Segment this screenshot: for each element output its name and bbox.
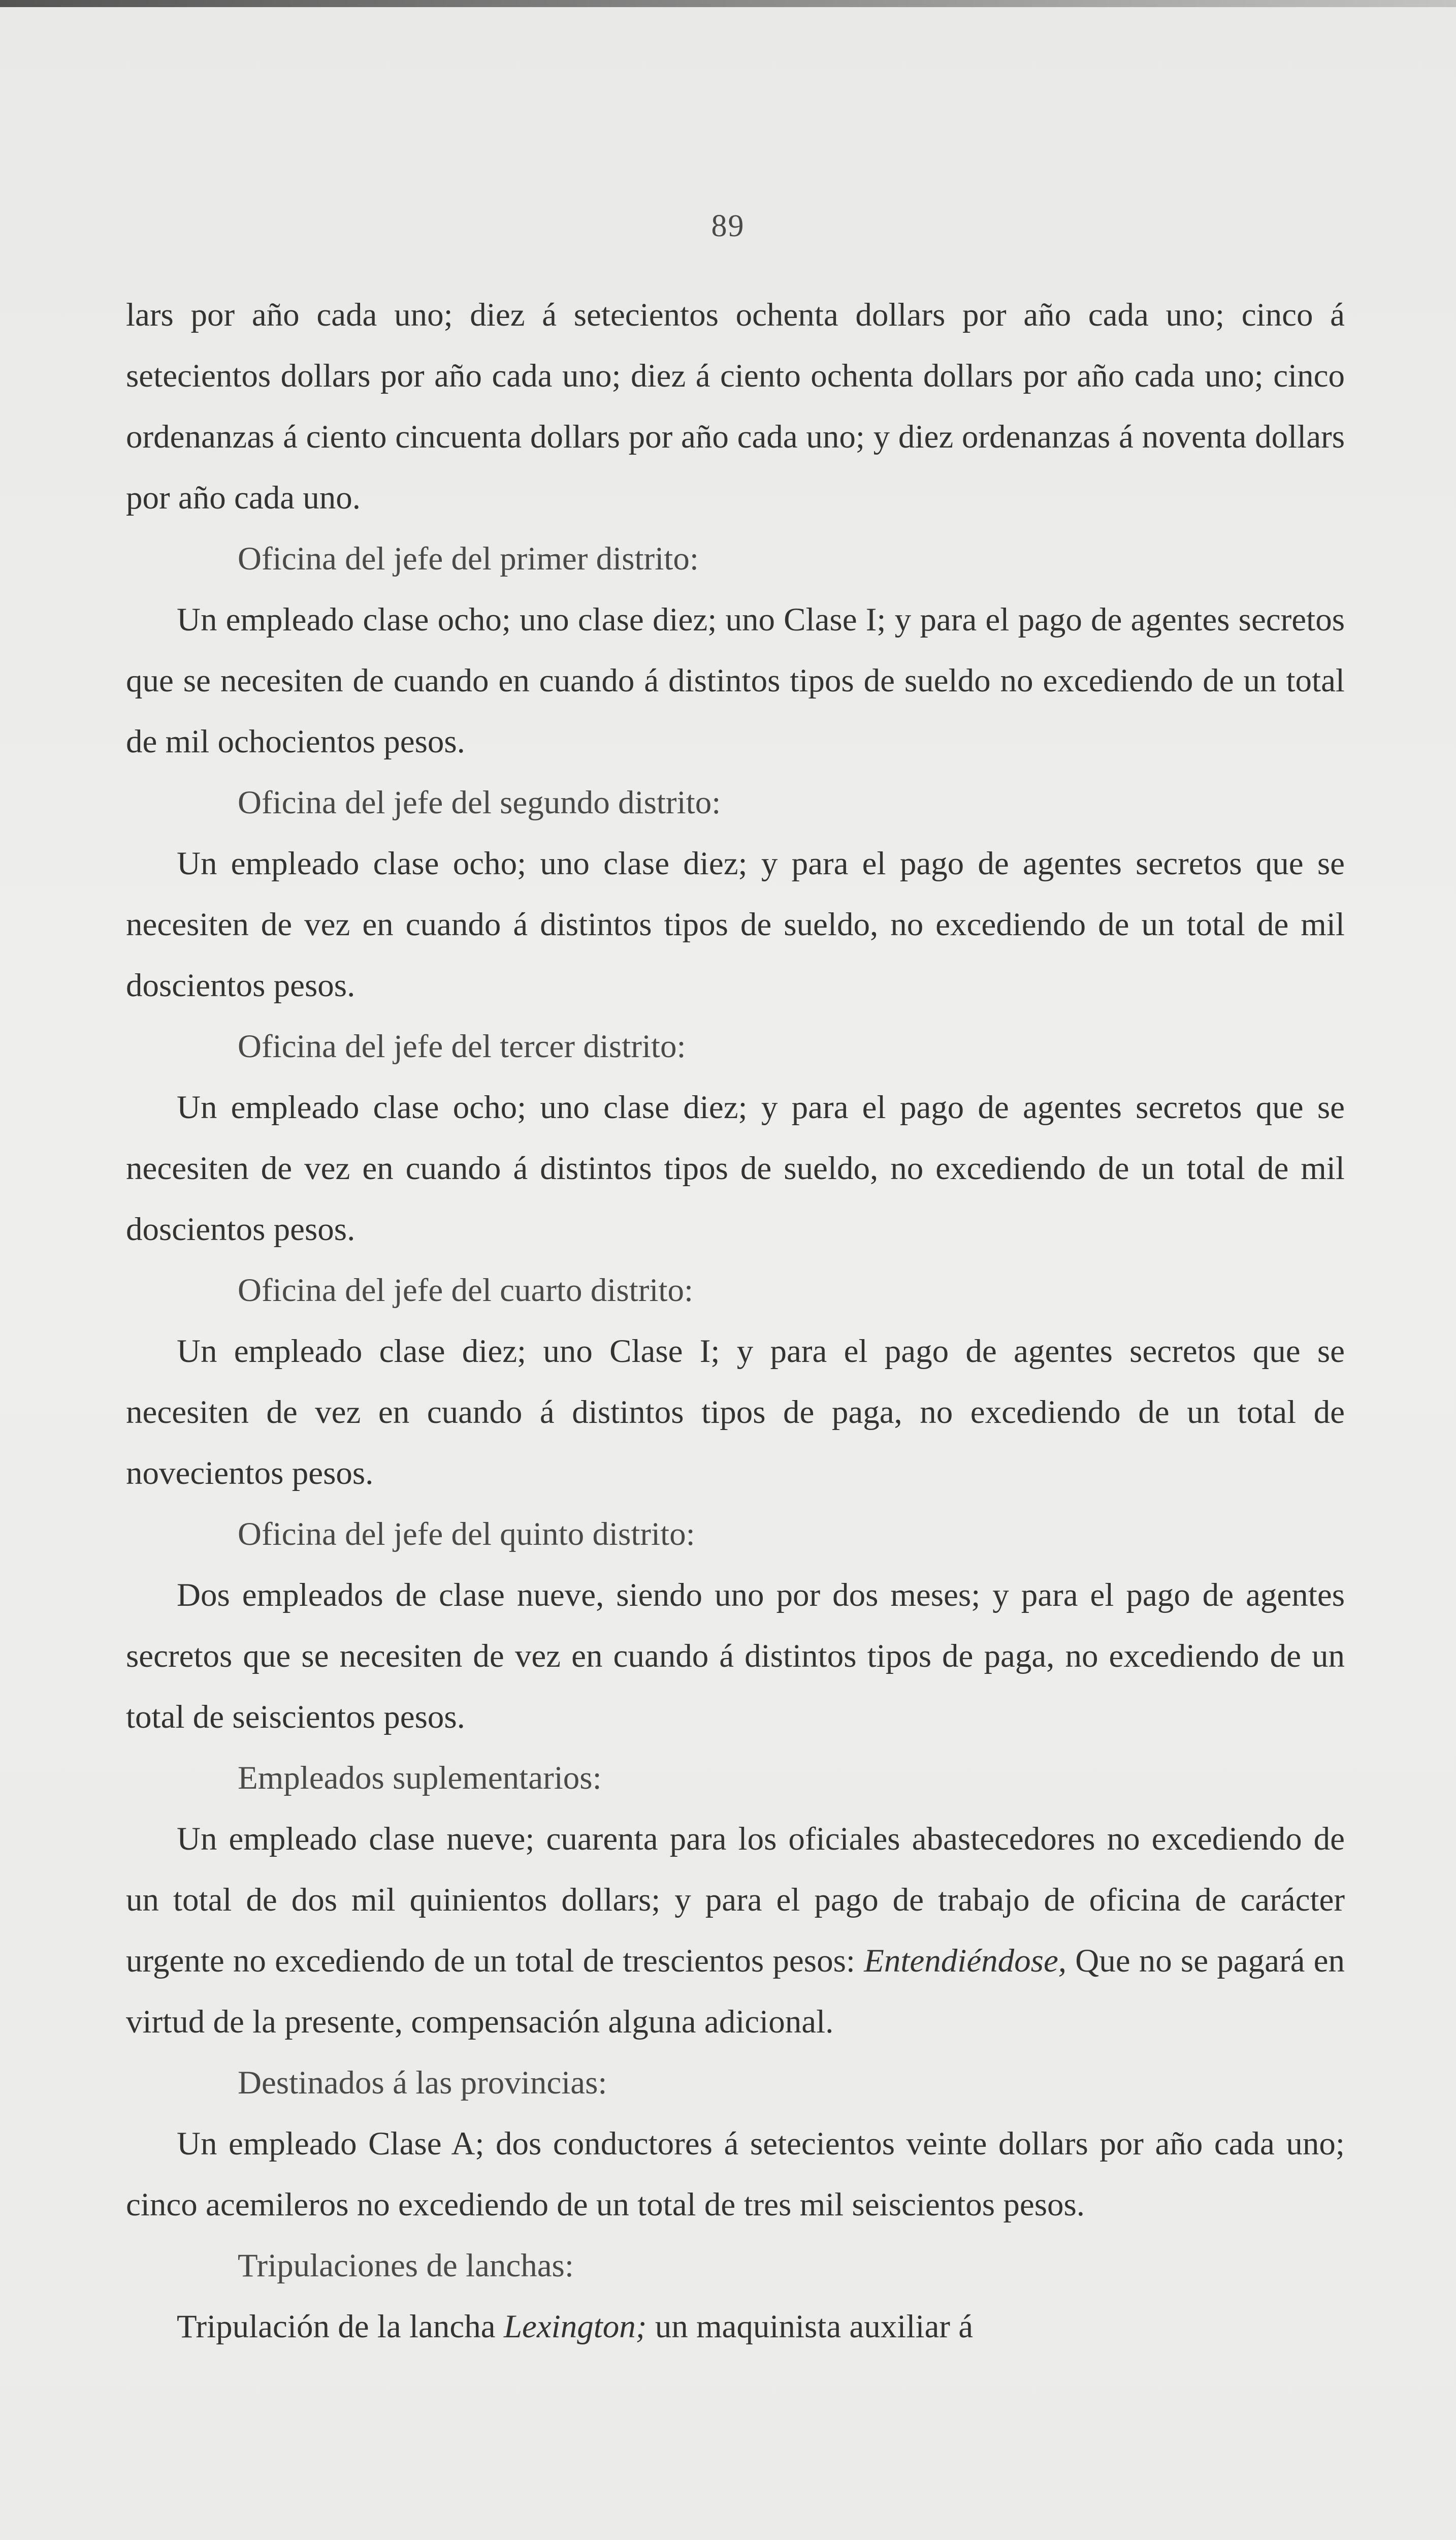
italic-launch-name: Lexington;	[503, 2308, 647, 2345]
section-heading-cuarto-distrito: Oficina del jefe del cuarto distrito:	[238, 1272, 694, 1309]
paragraph-tripulaciones	[126, 2296, 1345, 2357]
italic-term: Entendiéndose,	[864, 1943, 1067, 1979]
paragraph-primer-distrito: Un empleado clase ocho; uno clase diez; uno Clase I; y para el pago de agentes secretos que se necesiten de cuando en cuando á distintos tipos de sueldo no excediendo de un total de mil ochocientos pesos.	[126, 601, 1345, 760]
section-heading-empleados-suplementarios: Empleados suplementarios:	[238, 1760, 602, 1796]
paragraph-segundo-distrito: Un empleado clase ocho; uno clase diez; y para el pago de agentes secretos que se necesiten de vez en cuando á distintos tipos de sueldo, no excediendo de un total de mil doscientos pesos.	[126, 845, 1345, 1004]
section-heading-tripulaciones: Tripulaciones de lanchas:	[238, 2247, 574, 2284]
paragraph-cuarto-distrito: Un empleado clase diez; uno Clase I; y para el pago de agentes secretos que se necesiten de vez en cuando á distintos tipos de paga, no excediendo de un total de novecientos pesos.	[126, 1333, 1345, 1491]
paragraph-empleados-suplementarios	[126, 1808, 1345, 2052]
paragraph-text: Tripulación de la lancha	[177, 2308, 496, 2345]
section-heading-segundo-distrito: Oficina del jefe del segundo distrito:	[238, 784, 721, 821]
section-heading-primer-distrito: Oficina del jefe del primer distrito:	[238, 541, 699, 577]
section-heading-tercer-distrito: Oficina del jefe del tercer distrito:	[238, 1028, 686, 1065]
section-heading-provincias: Destinados á las provincias:	[238, 2065, 607, 2101]
paragraph-text-after: un maquinista auxiliar á	[646, 2308, 974, 2345]
section-heading-quinto-distrito: Oficina del jefe del quinto distrito:	[238, 1516, 695, 1552]
paragraph-text: Un empleado clase nueve; cuarenta para los oficiales abastecedores no excediendo de un total de dos mil quinientos dollars; y para el pago de trabajo de oficina de carácter urgente no excediendo de un total de trescientos pesos:	[126, 1821, 1345, 1979]
paragraph-tercer-distrito: Un empleado clase ocho; uno clase diez; y para el pago de agentes secretos que se necesiten de vez en cuando á distintos tipos de sueldo, no excediendo de un total de mil doscientos pesos.	[126, 1089, 1345, 1248]
page-body	[126, 284, 1345, 2357]
paragraph-continuation: lars por año cada uno; diez á setecientos ochenta dollars por año cada uno; cinco á setecientos dollars por año cada uno; diez á ciento ochenta dollars por año cada uno; cinco ordenanzas á ciento cincuenta dollars por año cada uno; y diez ordenanzas á noventa dollars por año cada uno.	[126, 297, 1345, 516]
page-number: 89	[711, 209, 745, 243]
page-top-shadow	[0, 0, 1456, 7]
paragraph-quinto-distrito: Dos empleados de clase nueve, siendo uno por dos meses; y para el pago de agentes secretos que se necesiten de vez en cuando á distintos tipos de paga, no excediendo de un total de seiscientos pesos.	[126, 1577, 1345, 1735]
paragraph-provincias: Un empleado Clase A; dos conductores á setecientos veinte dollars por año cada uno; cinco acemileros no excediendo de un total de tres mil seiscientos pesos.	[126, 2125, 1345, 2223]
paragraph-text-after: Que no se pagará en virtud de la presente, compensación alguna adicional.	[126, 1943, 1345, 2040]
